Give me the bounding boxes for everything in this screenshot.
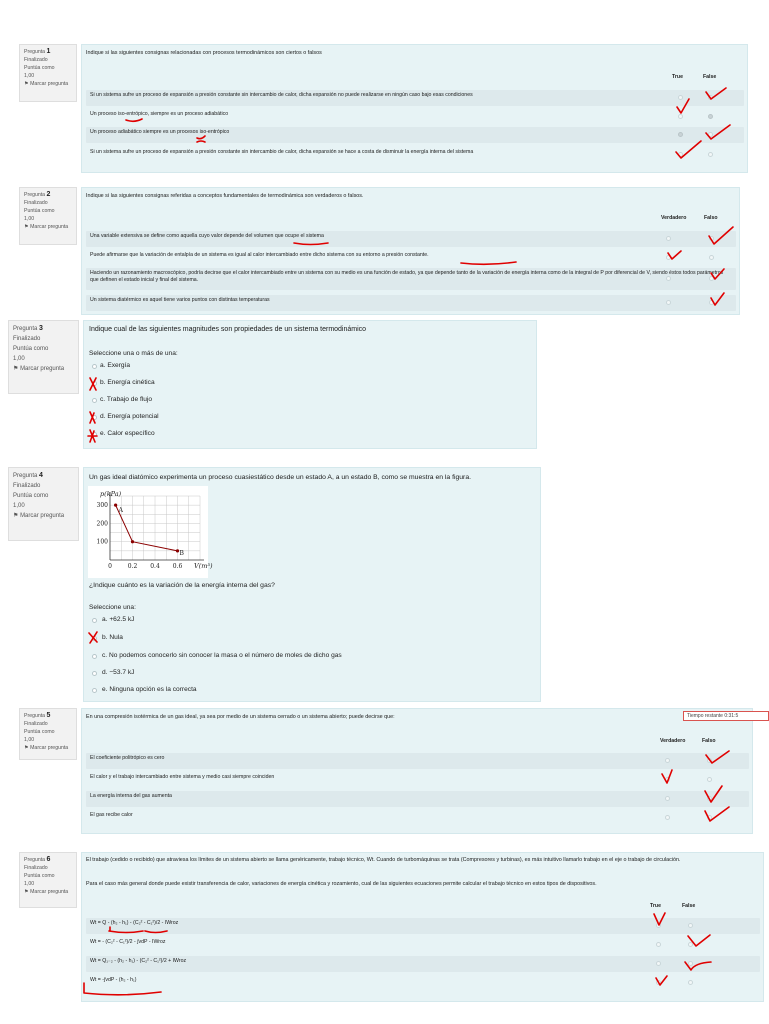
radio-false[interactable] <box>709 236 714 241</box>
checkbox-option[interactable] <box>92 398 97 403</box>
statement-row: El calor y el trabajo intercambiado entre sistema y medio casi siempre coinciden <box>90 774 275 780</box>
statement-row: Un proceso adiabático siempre es un procesos iso-entrópico <box>86 127 744 143</box>
statement-row: Puede afirmarse que la variación de entalpía de un sistema es igual al calor intercambiado entre dicho sistema con su entorno a presión constante. <box>90 252 429 258</box>
option-label: a. +62.5 kJ <box>102 616 135 623</box>
question-grade-value: 1,00 <box>13 503 25 509</box>
column-header-false: Falso <box>702 738 716 744</box>
statement-row: Un proceso iso-entrópico, siempre es un proceso adiabático <box>90 111 229 117</box>
option-label: c. No podemos conocerlo sin conocer la masa o el número de moles de dicho gas <box>102 652 342 659</box>
radio-false[interactable] <box>708 114 713 119</box>
statement-row: Si un sistema sufre un proceso de expansión a presión constante sin intercambio de calor, dicha expansión se hace a costa de disminuir la energía interna del sistema <box>90 149 474 155</box>
option-label: b. Energía cinética <box>100 379 155 386</box>
y-tick-label: 100 <box>96 538 108 546</box>
radio-false[interactable] <box>707 815 712 820</box>
statement-row: El gas recibe calor <box>90 812 133 818</box>
question-grade-value: 1,00 <box>13 356 25 362</box>
radio-true[interactable] <box>666 300 671 305</box>
question-info-6 <box>19 852 77 908</box>
column-header-false: Falso <box>704 215 718 221</box>
question-number: Pregunta 1 <box>24 48 51 55</box>
option-label: e. Calor específico <box>100 430 155 437</box>
statement-row: Wt = Q₁₋₂ - (h₂ - h₁) - (C₂² - C₁²)/2 + IWroz <box>86 956 760 972</box>
question-grade-value: 1,00 <box>24 737 35 743</box>
radio-true[interactable] <box>678 95 683 100</box>
question-stem: Indique si las siguientes consignas relacionadas con procesos termodinámicos son ciertos o falsos <box>86 50 322 56</box>
checkbox-option[interactable] <box>92 415 97 420</box>
chart-background <box>88 486 208 578</box>
question-grade-value: 1,00 <box>24 881 35 887</box>
statement-row: Haciendo un razonamiento macroscópico, podría decirse que el calor intercambiado entre un sistema con su medio es una función de estado, ya que depende tanto de la variación de energía interna como de la integral de P por diferencial de V, siendo éstos todos parámetros que definen el estado inicial y final del sistema. <box>86 268 736 290</box>
option-label: b. Nula <box>102 634 123 641</box>
question-grade-label: Puntúa como <box>24 208 55 214</box>
question-grade-value: 1,00 <box>24 216 35 222</box>
flag-icon: ⚑ <box>24 81 29 87</box>
question-number: Pregunta 3 <box>13 325 43 332</box>
radio-false[interactable] <box>707 777 712 782</box>
data-point <box>131 540 134 543</box>
flag-question-link[interactable]: ⚑ Marcar pregunta <box>24 889 69 895</box>
radio-true[interactable] <box>666 255 671 260</box>
point-label-b: B <box>179 549 184 557</box>
radio-false[interactable] <box>688 980 693 985</box>
question-stem: Indique si las siguientes consignas referidas a conceptos fundamentales de termodinámica son verdaderos o falsos. <box>86 193 364 199</box>
radio-false[interactable] <box>708 95 713 100</box>
select-prompt: Seleccione una o más de una: <box>89 350 178 357</box>
question-info-5 <box>19 708 77 760</box>
question-grade-label: Puntúa como <box>13 493 49 499</box>
x-tick-label: 0.6 <box>172 563 183 570</box>
radio-false[interactable] <box>708 132 713 137</box>
radio-true[interactable] <box>656 980 661 985</box>
radio-true[interactable] <box>665 777 670 782</box>
question-grade-label: Puntúa como <box>24 729 55 735</box>
y-tick-label: 300 <box>96 502 108 510</box>
question-info-3 <box>8 320 79 394</box>
select-prompt: Seleccione una: <box>89 604 136 611</box>
statement-row: Wt = Q - (h₂ - h₁) - (C₂² - C₁²)/2 - IWroz <box>86 918 760 934</box>
radio-false[interactable] <box>688 923 693 928</box>
question-grade-label: Puntúa como <box>24 873 55 879</box>
option-label: a. Exergía <box>100 362 131 369</box>
question-state: Finalizado <box>13 483 41 489</box>
statement-row: Un sistema diatérmico es aquel tiene varios puntos con distintas temperaturas <box>86 295 736 311</box>
statement-row: El coeficiente politrópico es cero <box>86 753 749 769</box>
option-label: d. Energía potencial <box>100 413 159 420</box>
radio-false[interactable] <box>707 758 712 763</box>
question-number: Pregunta 2 <box>24 191 51 198</box>
statement-row: Wt = - (C₂² - C₁²)/2 - ∫vdP - IWroz <box>90 939 166 945</box>
question-grade-label: Puntúa como <box>13 346 49 352</box>
option-label: d. −53.7 kJ <box>102 669 135 676</box>
question-info-1 <box>19 44 77 102</box>
flag-question-link[interactable]: ⚑ Marcar pregunta <box>24 81 69 87</box>
flag-icon: ⚑ <box>13 366 19 372</box>
checkbox-option[interactable] <box>92 381 97 386</box>
radio-false[interactable] <box>688 942 693 947</box>
flag-icon: ⚑ <box>24 224 29 230</box>
question-stem: Indique cual de las siguientes magnitudes son propiedades de un sistema termodinámico <box>89 326 367 333</box>
column-header-false: False <box>682 903 696 909</box>
question-grade-value: 1,00 <box>24 73 35 79</box>
radio-true[interactable] <box>678 152 683 157</box>
radio-option[interactable] <box>92 671 97 676</box>
flag-icon: ⚑ <box>13 513 19 519</box>
pv-diagram-chart <box>88 486 213 578</box>
column-header-true: True <box>672 74 683 80</box>
column-header-true: Verdadero <box>660 738 686 744</box>
question-number: Pregunta 4 <box>13 472 43 479</box>
radio-false[interactable] <box>688 961 693 966</box>
question-stem: El trabajo (cedido o recibido) que atraviesa los límites de un sistema abierto se llama genéricamente, trabajo técnico, Wt. Cuando de turbomáquinas se trata (Compresores y turbinas), es más intuitivo llamarlo trabajo en el eje o trabajo de circulación. <box>86 857 681 863</box>
radio-false[interactable] <box>707 796 712 801</box>
flag-question-link[interactable]: ⚑ Marcar pregunta <box>24 224 69 230</box>
radio-true[interactable] <box>666 236 671 241</box>
question-state: Finalizado <box>13 336 41 342</box>
flag-icon: ⚑ <box>24 745 29 751</box>
question-text: ¿Indique cuánto es la variación de la energía interna del gas? <box>89 582 275 589</box>
statement-row: Una variable extensiva se define como aquella cuyo valor depende del volumen que ocupe el sistema <box>86 231 736 247</box>
radio-true[interactable] <box>656 923 661 928</box>
point-label-a: A <box>118 507 123 515</box>
radio-option[interactable] <box>92 618 97 623</box>
column-header-true: Verdadero <box>661 215 687 221</box>
x-tick-label: 0 <box>108 563 112 570</box>
question-stem: Un gas ideal diatómico experimenta un proceso cuasiestático desde un estado A, a un estado B, como se muestra en la figura. <box>89 474 471 481</box>
flag-question-link[interactable]: ⚑ Marcar pregunta <box>13 366 65 372</box>
statement-row: La energía interna del gas aumenta <box>86 791 749 807</box>
radio-false[interactable] <box>709 276 714 281</box>
radio-true[interactable] <box>665 796 670 801</box>
radio-true[interactable] <box>656 942 661 947</box>
question-stem-secondary: Para el caso más general donde puede existir transferencia de calor, variaciones de energía cinética y rozamiento, cual de las siguientes ecuaciones permite calcular el trabajo técnico en estos tipos de dispositivos. <box>86 881 597 887</box>
radio-true[interactable] <box>678 114 683 119</box>
y-tick-label: 200 <box>96 520 108 528</box>
option-label: c. Trabajo de flujo <box>100 396 153 403</box>
question-state: Finalizado <box>24 865 48 871</box>
radio-true[interactable] <box>665 815 670 820</box>
question-state: Finalizado <box>24 57 48 63</box>
radio-true[interactable] <box>656 961 661 966</box>
flag-question-link[interactable]: ⚑ Marcar pregunta <box>24 745 69 751</box>
time-remaining-indicator: Tiempo restante 0:31:5 <box>683 711 769 721</box>
checkbox-option[interactable] <box>92 432 97 437</box>
column-header-true: True <box>650 903 661 909</box>
statement-row: Si un sistema sufre un proceso de expansión a presión constante sin intercambio de calor, dicha expansión no puede realizarse en ningún caso bajo esas condiciones <box>86 90 744 106</box>
column-header-false: False <box>703 74 717 80</box>
radio-true[interactable] <box>678 132 683 137</box>
option-label: e. Ninguna opción es la correcta <box>102 686 197 693</box>
radio-false[interactable] <box>708 152 713 157</box>
radio-option[interactable] <box>92 636 97 641</box>
radio-option[interactable] <box>92 654 97 659</box>
question-state: Finalizado <box>24 200 48 206</box>
x-tick-label: 0.2 <box>127 563 138 570</box>
question-info-2 <box>19 187 77 245</box>
question-info-4 <box>8 467 79 541</box>
question-stem: En una compresión isotérmica de un gas ideal, ya sea por medio de un sistema cerrado o un sistema abierto; puede decirse que: <box>86 714 395 720</box>
statement-row: Wt = -∫vdP - (h₂ - h₁) <box>90 977 137 983</box>
question-number: Pregunta 6 <box>24 856 51 863</box>
question-state: Finalizado <box>24 721 48 727</box>
flag-question-link[interactable]: ⚑ Marcar pregunta <box>13 513 65 519</box>
question-number: Pregunta 5 <box>24 712 51 719</box>
data-point <box>114 504 117 507</box>
x-tick-label: 0.4 <box>150 563 160 570</box>
flag-icon: ⚑ <box>24 889 29 895</box>
radio-false[interactable] <box>709 300 714 305</box>
radio-true[interactable] <box>666 276 671 281</box>
y-axis-label: p(kPa) <box>100 490 122 498</box>
question-grade-label: Puntúa como <box>24 65 55 71</box>
radio-false[interactable] <box>709 255 714 260</box>
checkbox-option[interactable] <box>92 364 97 369</box>
x-axis-label: V(m³) <box>194 562 213 570</box>
radio-true[interactable] <box>665 758 670 763</box>
radio-option[interactable] <box>92 688 97 693</box>
